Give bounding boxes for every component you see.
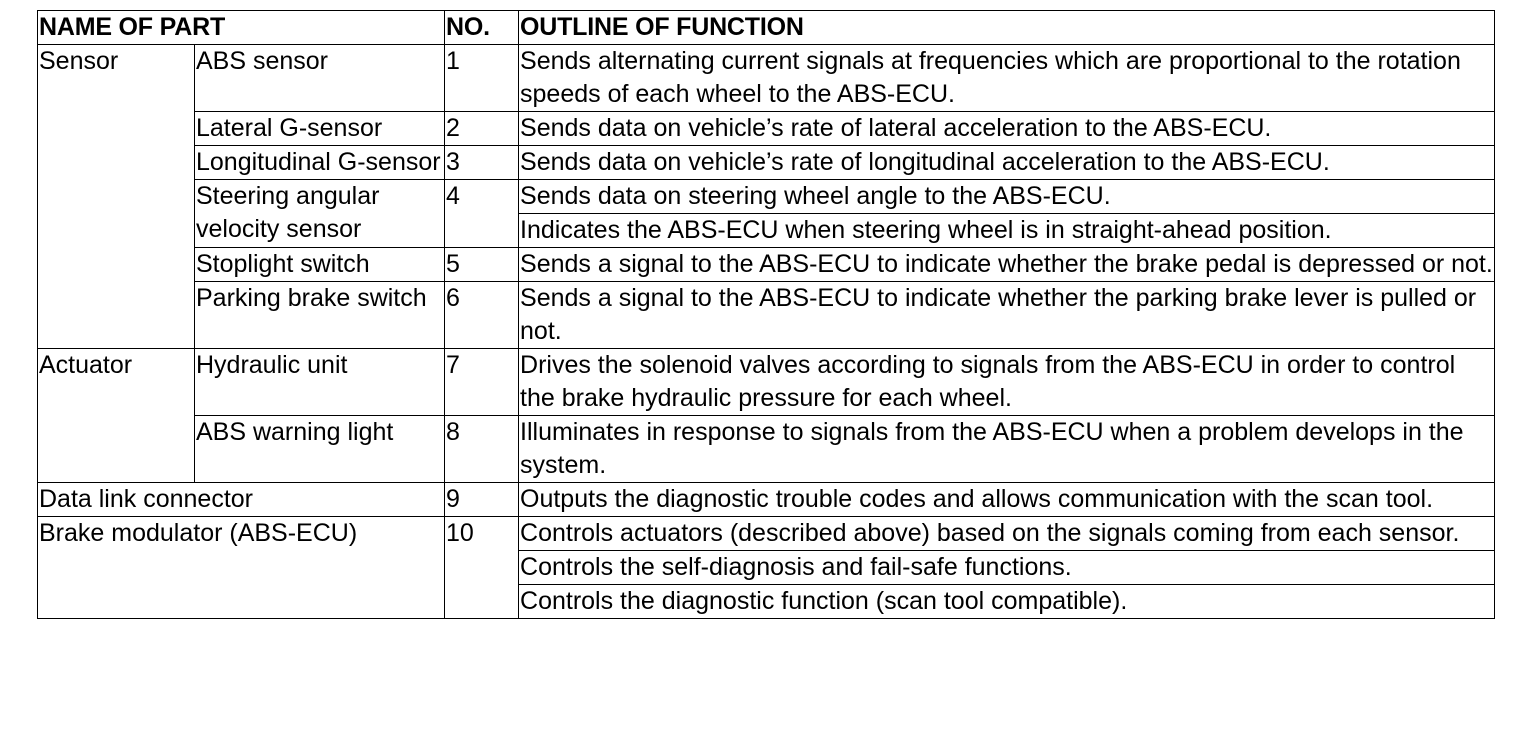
header-outline-of-function: OUTLINE OF FUNCTION — [519, 11, 1495, 45]
group-sensor: Sensor — [38, 45, 195, 349]
table-row — [38, 282, 1495, 349]
part-function: Sends data on vehicle’s rate of lateral acceleration to the ABS-ECU. — [519, 112, 1495, 146]
part-no: 2 — [445, 112, 519, 146]
part-function: Controls the self-diagnosis and fail-safe functions. — [519, 551, 1495, 585]
part-no: 7 — [445, 349, 519, 416]
table-row — [38, 45, 1495, 112]
part-no: 10 — [445, 517, 519, 619]
part-function: Sends a signal to the ABS-ECU to indicate whether the brake pedal is depressed or not. — [519, 248, 1495, 282]
table-row — [38, 349, 1495, 416]
part-function: Sends a signal to the ABS-ECU to indicate whether the parking brake lever is pulled or not. — [519, 282, 1495, 349]
parts-function-table — [37, 10, 1495, 619]
part-name: Lateral G-sensor — [195, 112, 445, 146]
part-name: ABS sensor — [195, 45, 445, 112]
part-no: 8 — [445, 416, 519, 483]
part-name: Hydraulic unit — [195, 349, 445, 416]
part-no: 4 — [445, 180, 519, 248]
part-function: Sends alternating current signals at frequencies which are proportional to the rotation speeds of each wheel to the ABS-ECU. — [519, 45, 1495, 112]
part-name: Brake modulator (ABS-ECU) — [38, 517, 445, 619]
header-name-of-part: NAME OF PART — [38, 11, 445, 45]
part-name: Parking brake switch — [195, 282, 445, 349]
part-function: Sends data on vehicle’s rate of longitudinal acceleration to the ABS-ECU. — [519, 146, 1495, 180]
part-function: Illuminates in response to signals from the ABS-ECU when a problem develops in the system. — [519, 416, 1495, 483]
part-no: 9 — [445, 483, 519, 517]
part-function: Controls the diagnostic function (scan tool compatible). — [519, 585, 1495, 619]
part-no: 1 — [445, 45, 519, 112]
part-name: ABS warning light — [195, 416, 445, 483]
table-row — [38, 112, 1495, 146]
part-no: 5 — [445, 248, 519, 282]
header-no: NO. — [445, 11, 519, 45]
table-row — [38, 146, 1495, 180]
part-name: Longitudinal G-sensor — [195, 146, 445, 180]
part-name: Data link connector — [38, 483, 445, 517]
part-function: Controls actuators (described above) based on the signals coming from each sensor. — [519, 517, 1495, 551]
table-row — [38, 517, 1495, 551]
part-name: Stoplight switch — [195, 248, 445, 282]
table-row — [38, 483, 1495, 517]
part-function: Drives the solenoid valves according to signals from the ABS-ECU in order to control the brake hydraulic pressure for each wheel. — [519, 349, 1495, 416]
table-row — [38, 180, 1495, 214]
part-name: Steering angular velocity sensor — [195, 180, 445, 248]
table-header-row — [38, 11, 1495, 45]
part-function: Outputs the diagnostic trouble codes and allows communication with the scan tool. — [519, 483, 1495, 517]
part-no: 3 — [445, 146, 519, 180]
part-no: 6 — [445, 282, 519, 349]
part-function: Sends data on steering wheel angle to the ABS-ECU. — [519, 180, 1495, 214]
table-row — [38, 416, 1495, 483]
table-row — [38, 248, 1495, 282]
group-actuator: Actuator — [38, 349, 195, 483]
part-function: Indicates the ABS-ECU when steering wheel is in straight-ahead position. — [519, 214, 1495, 248]
